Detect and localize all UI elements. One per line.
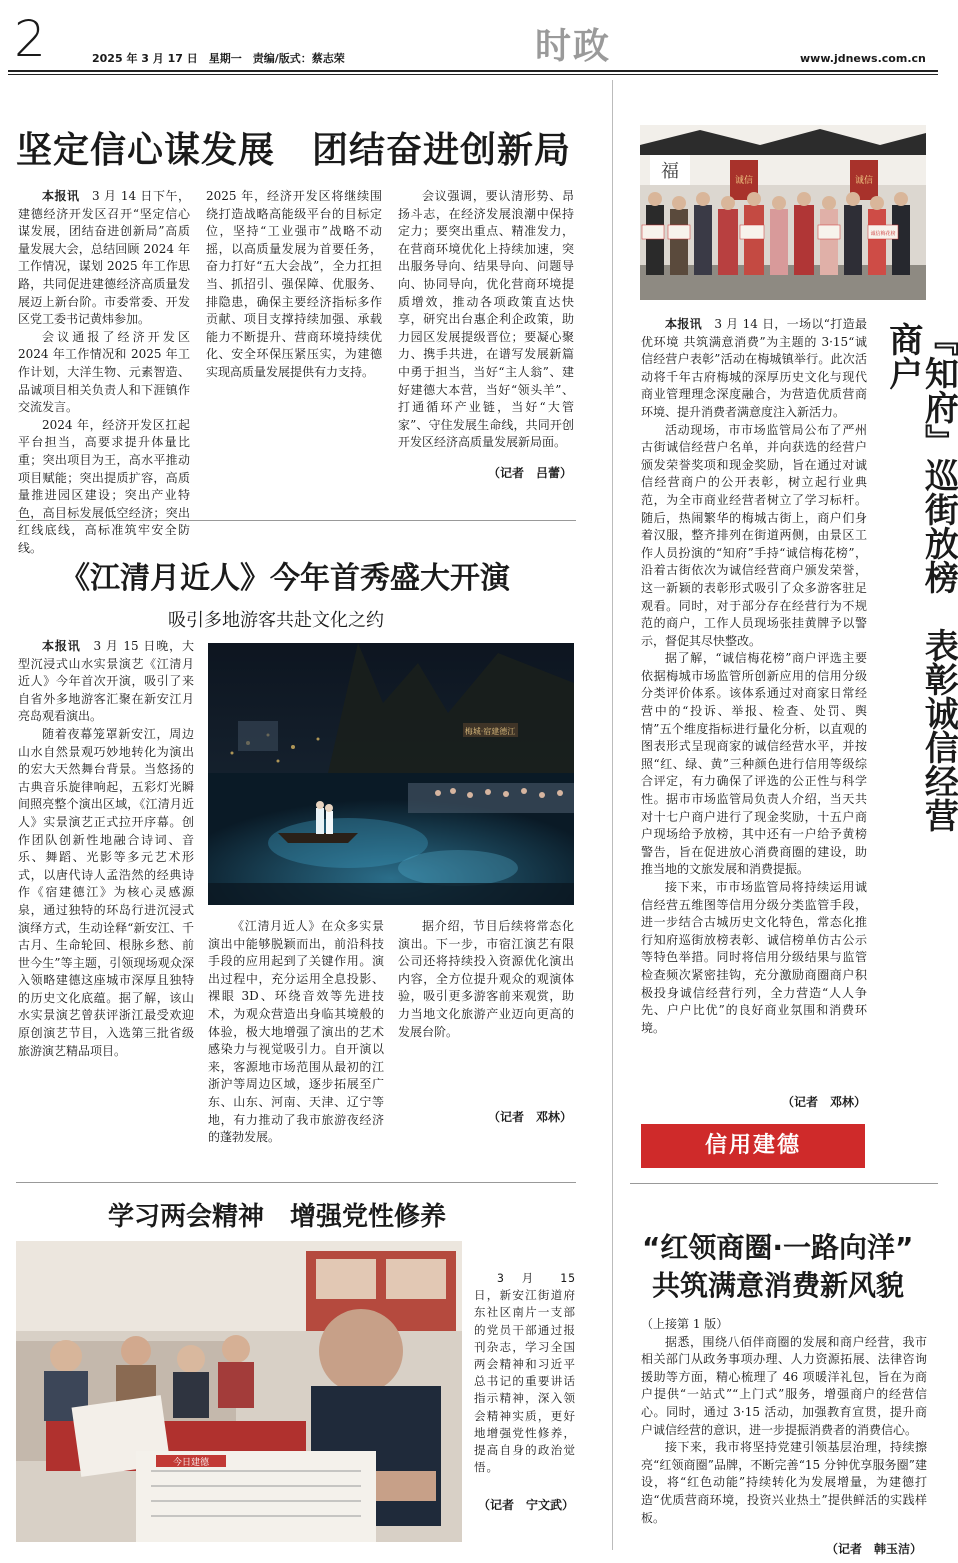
- site-url[interactable]: www.jdnews.com.cn: [800, 52, 926, 65]
- article1-col3: [398, 188, 574, 460]
- merchants-photo: [640, 125, 926, 300]
- divider-2: [16, 1182, 576, 1183]
- article1-col2: [206, 188, 382, 500]
- article2-subtitle: 吸引多地游客共赴文化之约: [168, 610, 384, 631]
- page-number: 2: [14, 10, 46, 68]
- article5-title-line1: “红领商圈·一路向洋”: [642, 1231, 914, 1264]
- newspaper-masthead: 今日建德: [172, 1458, 210, 1468]
- divider-1: [16, 520, 576, 521]
- article1-byline: （记者 吕蕾）: [487, 466, 572, 480]
- article5-body: [641, 1316, 927, 1542]
- article4-p3: 据了解，“诚信梅花榜”商户评选主要依据梅城市场监管所创新应用的信用分级分类评价体系。该体系通过对商家日常经营中的“投诉、举报、检查、处罚、舆情”五个维度指标进行量化分析，以直观的图表形式呈现商家的诚信经营水平，并按照“红、绿、黄”三种颜色进行信用等级综合评定，有力确保了评选的公正性与科学性。据市市场监管局负责人介绍，当天共对十七户商户进行了现金奖励，十五户商户现场给予放榜，其中还有一户给予黄榜警告，旨在促进放心消费商圈的建设，助推当地的文旅发展和消费提振。: [641, 651, 867, 877]
- article3-caption: 3 月 15 日，新安江街道府东社区南片一支部的党员干部通过报刊杂志，学习全国两会精神和习近平总书记的重要讲话指示精神，深入领会精神实质，更好地增强党性修养，提高自身的政治觉悟。: [474, 1271, 576, 1475]
- performance-sign: 梅城·宿建德江: [464, 727, 516, 736]
- date-line: 2025 年 3 月 17 日 星期一 责编/版式：蔡志荣: [92, 52, 345, 65]
- article4-byline: （记者 邓林）: [781, 1095, 866, 1109]
- article1-source: 本报讯: [42, 189, 80, 203]
- article2-p3: 《江清月近人》在众多实景演出中能够脱颖而出，前沿科技手段的应用起到了关键作用。演出过程中，充分运用全息投影、裸眼 3D、环绕音效等先进技术，为观众营造出身临其境般的体验，极大地增强了演出的艺术感染力与视觉吸引力。自开演以来，客源地市场范围从最初的江浙沪等周边区域，逐步拓展至广东、山东、河南、天津、辽宁等地，有力推动了我市旅游夜经济的蓬勃发展。: [208, 919, 384, 1145]
- article4-p4: 接下来，市市场监管局将持续运用诚信经营五维图等信用分级分类监管手段，进一步结合古城历史文化特色，常态化推行知府巡街放榜表彰、诚信榜单仿古公示等特色举措。同时将信用分级结果与监管检查频次紧密挂钩，充分激励商圈商户积极投身诚信经营行列，全力营造“人人争先、户户比优”的良好商业氛围和消费环境。: [641, 880, 867, 1035]
- article2-title: 《江清月近人》今年首秀盛大开演: [60, 561, 510, 596]
- article1-p1: 3 月 14 日下午，建德经济开发区召开“坚定信心谋发展，团结奋进创新局”高质量发展大会，总结回顾 2024 年工作情况，谋划 2025 年工作思路，共同促进建德经济高质量发展迈上新台阶。市委常委、开发区党工委书记黄炜参加。: [18, 189, 190, 327]
- article5-byline: （记者 韩玉洁）: [825, 1542, 922, 1556]
- article4-title: 『知府』巡街放榜 表彰诚信经营商户: [882, 322, 958, 832]
- article1-title: 坚定信心谋发展 团结奋进创新局: [16, 130, 572, 171]
- article2-source: 本报讯: [42, 639, 81, 653]
- article1-p3: 2024 年，经济开发区扛起平台担当，高要求提升体量比重；突出项目为王，高水平推动项目赋能；突出提质扩容，高质量推进园区建设；突出产业特色，高目标发展低空经济；突出红线底线，高标准筑牢安全防线。: [18, 417, 190, 555]
- header-rule: [8, 70, 938, 72]
- column-divider: [612, 80, 613, 1550]
- merchant-sign: 诚信梅花榜: [870, 231, 896, 237]
- article5-continued: （上接第 1 版）: [641, 1317, 729, 1331]
- article4-source: 本报讯: [665, 317, 703, 331]
- merchants-photo-drawing: [640, 125, 926, 300]
- article4-p1: 3 月 14 日，一场以“打造最优环境 共筑满意消费”为主题的 3·15“诚信经营户表彰”活动在梅城镇举行。此次活动将千年古府梅城的深厚历史文化与现代商业管理理念深度融合，为营造优质营商环境、提升消费者满意度注入新活力。: [641, 317, 867, 419]
- article1-p2: 会议通报了经济开发区 2024 年工作情况和 2025 年工作计划，大洋生物、元素智造、品诚项目相关负责人和下涯镇作交流发言。: [18, 329, 190, 415]
- article4-body: [641, 316, 867, 1096]
- credit-tag: 信用建德: [641, 1124, 865, 1168]
- article1-col1: [18, 188, 190, 555]
- article5-title-line2: 共筑满意消费新风貌: [652, 1269, 905, 1302]
- article4-p2: 活动现场，市市场监管局公布了严州古街诚信经营户名单，并向获选的经营户颁发荣誉奖项和现金奖励，旨在通过对诚信经营商户的公开表彰，树立起行业典范，为全市商业经营者树立了学习标杆。随后，热闹繁华的梅城古街上，商户们身着汉服，整齐排列在街道两侧，由景区工作人员扮演的“知府”手持“诚信梅花榜”，沿着古街依次为诚信经营商户颁发荣誉，这一新颖的表彰形式吸引了众多游客驻足观看。同时，对于部分存在经营行为不规范的商户，工作人员现场张挂黄牌予以警示，督促其尽快整改。: [641, 422, 867, 648]
- article5-p1: 据悉，围绕八佰伴商圈的发展和商户经营，我市相关部门从政务事项办理、人力资源拓展、法律咨询援助等方面，精心梳理了 46 项暖洋礼包，旨在为商户提供“一站式”“上门式”服务，增强商户的经营信心。同时，通过 3·15 活动，加强教育宣贯，提升商户诚信经营的意识，进一步提振消费者的消费信心。: [641, 1334, 927, 1437]
- right-divider: [630, 1183, 938, 1184]
- study-photo-drawing: [16, 1241, 462, 1542]
- article2-col2: [208, 918, 384, 1145]
- article3-title: 学习两会精神 增强党性修养: [108, 1202, 447, 1232]
- article2-col1: [18, 638, 194, 1134]
- article2-p2: 随着夜幕笼罩新安江，周边山水自然景观巧妙地转化为演出的宏大天然舞台背景。当悠扬的古典音乐旋律响起，五彩灯光瞬间照亮整个演出区域，《江清月近人》实景演艺正式拉开序幕。创作团队创新性地融合诗词、音乐、舞蹈、光影等多元艺术形式，以唐代诗人孟浩然的经典诗作《宿建德江》为核心灵感源泉，通过独特的环岛行进沉浸式演绎方式，生动诠释“新安江、千古月、生命轮回、根脉乡愁、前世今生”等主题，引领现场观众深入领略建德这座城市深厚且独特的历史文化底蕴。据了解，该山水实景演艺曾获评浙江最受欢迎原创演艺节目，入选第三批省级旅游演艺精品项目。: [18, 726, 194, 1058]
- section-title: 时政: [535, 26, 612, 67]
- performance-photo: [208, 643, 574, 905]
- header-rule-thin: [8, 74, 938, 75]
- performance-photo-drawing: [208, 643, 574, 905]
- article2-col3: [398, 918, 574, 1108]
- article2-p1: 3 月 15 日晚，大型沉浸式山水实景演艺《江清月近人》今年首次开演，吸引了来自省外多地游客汇聚在新安江月亮岛观看演出。: [18, 639, 194, 724]
- article1-p5: 会议强调，要认清形势、昂扬斗志，在经济发展浪潮中保持定力；要突出重点、精准发力，在营商环境优化上持续加速，突出服务导向、结果导向、问题导向、协同导向，优化营商环境提质增效，推动各项政策直达快享，研究出台惠企利企政策，助力园区发展提级晋位；要凝心聚力、携手共进，在谱写发展新篇中勇于担当，当好“主人翁”、建好建德大本营，当好“领头羊”、打通循环产业链，当好“大管家”、守住发展生命线，共同开创开发区经济高质量发展新局面。: [398, 189, 574, 450]
- article1-p4: 2025 年，经济开发区将继续围绕打造战略高能级平台的目标定位，坚持“工业强市”战略不动摇，以高质量发展为首要任务，奋力打好“五大会战”，全力扛担当、抓招引、强保障、优服务、排隐患，确保主要经济指标多作贡献、项目支撑持续加强、承载能力不断提升、营商环境持续优化、安全环保压紧压实，为建德实现高质量发展提供有力支持。: [206, 189, 382, 379]
- svg-text:福: 福: [661, 161, 679, 182]
- banner-left: 诚信: [734, 176, 754, 186]
- article2-p4: 据介绍，节目后续将常态化演出。下一步，市宿江演艺有限公司还将持续投入资源优化演出内容，全方位提升观众的观演体验，吸引更多游客前来观赏，助力当地文化旅游产业迈向更高的发展台阶。: [398, 919, 574, 1039]
- article5-p2: 接下来，我市将坚持党建引领基层治理，持续擦亮“红领商圈”品牌，不断完善“15 分钟优享服务圈”建设，将“红色动能”持续转化为发展增量，为建德打造“优质营商环境，投资兴业热土”提供鲜活的实践样板。: [641, 1440, 927, 1525]
- article2-byline: （记者 邓林）: [487, 1110, 572, 1124]
- study-photo: [16, 1241, 462, 1542]
- banner-right: 诚信: [854, 176, 874, 186]
- article3-byline: （记者 宁文武）: [477, 1498, 574, 1512]
